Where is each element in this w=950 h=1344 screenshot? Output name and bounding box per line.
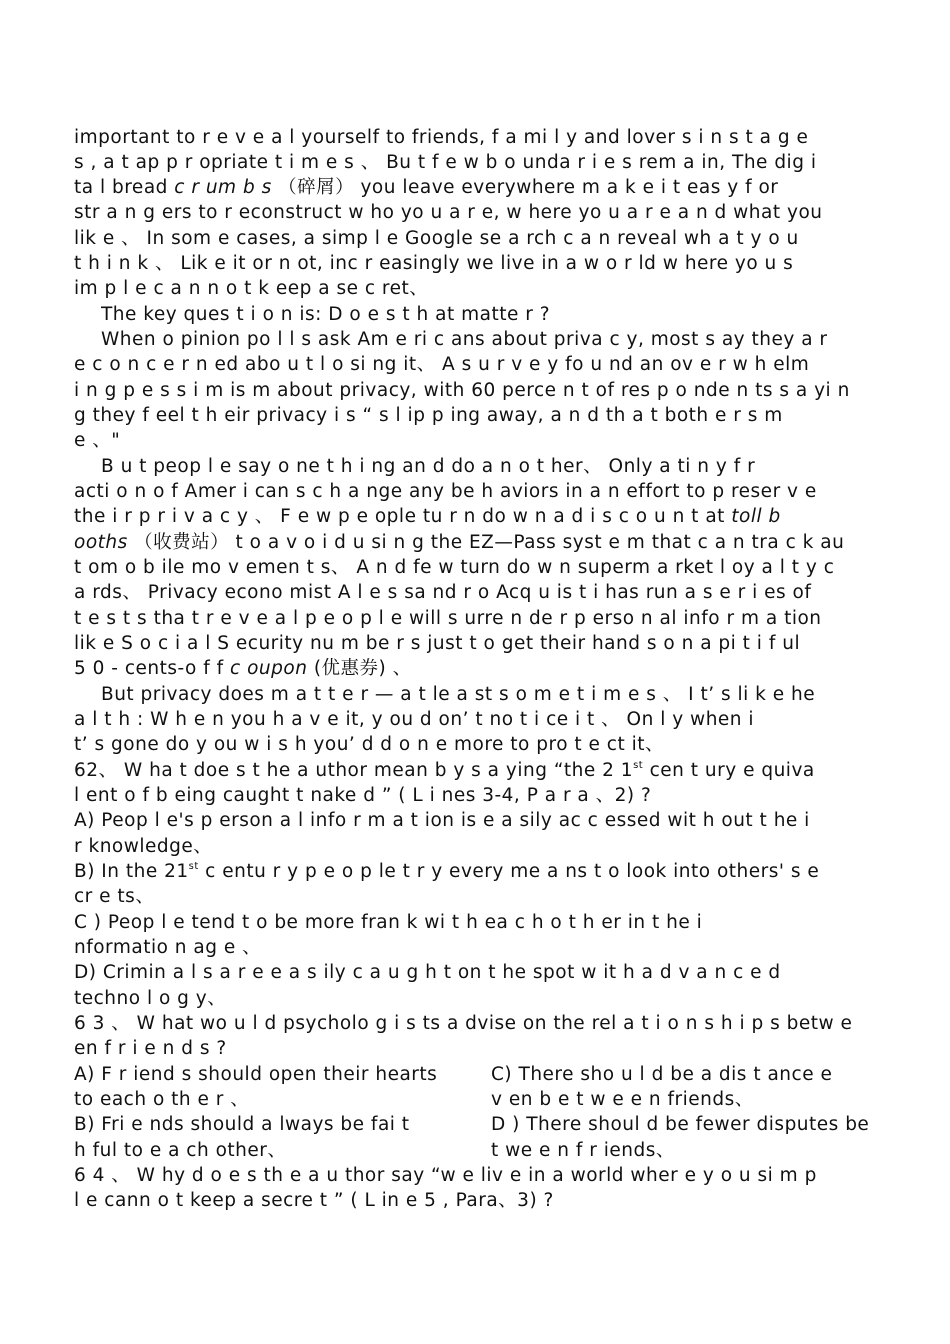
para3-line-3: i n g p e s s i m is m about privacy, with 60 perce n t of res p o nde n ts s a yi n	[74, 380, 850, 401]
para3-line-2: e c o n c e r n ed abo u t l o si ng it、 A s u r v e y fo u nd an ov e r w h elm	[74, 354, 810, 375]
q63-option-d-line-2: t we e n f r iends、	[491, 1140, 675, 1161]
q63-line-1: 6 3 、 W hat wo u l d psycholo g i s ts a dvise on the rel a t i o n s h i p s betw e	[74, 1013, 853, 1034]
italic-word-tollbooths: toll b	[731, 506, 781, 527]
para5-line-2: a l t h : W h e n you h a v e it, y ou d on’ t no t i ce i t 、 On l y when i	[74, 709, 755, 730]
q62-option-c-line-2: nformatio n ag e 、	[74, 937, 262, 958]
para4-line-8: lik e S o c i a l S ecurity nu m be r s just t o get their hand s o n a pi t i f ul	[74, 633, 801, 654]
q63-option-c-line-2: v en b e t w e e n friends、	[491, 1089, 754, 1110]
para3-line-5: e 、"	[74, 430, 121, 451]
q64-line-1: 6 4 、 W hy d o e s th e a u thor say “w e liv e in a world wher e y o u si m p	[74, 1165, 817, 1186]
para4-line-3: the i r p r i v a c y 、 F e w p e ople tu r n do w n a d i s c o u n t at toll b	[74, 506, 781, 527]
para4-line-6: a rds、 Privacy econo mist A l e s sa nd r o Acq u is t i has run a s e r i es of	[74, 582, 812, 603]
q63-option-c-line-1: C) There sho u l d be a dis t ance e	[491, 1064, 833, 1085]
para5-line-1: But privacy does m a t t e r — a t le a st s o m e t i m e s 、 I t’ s li k e he	[101, 684, 816, 705]
para4-line-5: t om o b ile mo v emen t s、 A n d fe w turn do w n superm a rket l oy a l t y c	[74, 557, 835, 578]
italic-word-tollbooths-cont: ooths	[74, 532, 128, 553]
para1-line-3: ta l bread c r um b s （碎屑） you leave everywhere m a k e i t eas y f or	[74, 177, 779, 198]
q63-option-a-line-2: to each o th e r 、	[74, 1089, 250, 1110]
para1-line-5: lik e 、 In som e cases, a simp l e Google se a rch c a n reveal wh a t y o u	[74, 228, 799, 249]
para1-line-1: important to r e v e a l yourself to friends, f a mi l y and lover s i n s t a g e	[74, 127, 809, 148]
q63-option-b-line-2: h ful to e a ch other、	[74, 1140, 287, 1161]
para4-line-7: t e s t s tha t r e v e a l p e o p l e will s urre n de r p erso n al info r m a tion	[74, 608, 822, 629]
para1-line-6: t h i n k 、 Lik e it or n ot, inc r easingly we live in a w o r ld w here yo u s	[74, 253, 794, 274]
q63-line-2: en f r i e n d s ?	[74, 1038, 227, 1059]
q62-option-b-line-1: B) In the 21st c entu r y p e o p le t r y every me a ns t o look into others' s e	[74, 861, 820, 882]
para4-line-4: ooths （收费站） t o a v o i d u si n g the EZ—Pass syst e m that c a n tra c k au	[74, 532, 845, 553]
q62-line-2: l ent o f b eing caught t nake d ” ( L i nes 3-4, P a r a 、2) ?	[74, 785, 652, 806]
q62-option-c-line-1: C ) Peop l e tend t o be more fran k wi t h ea c h o t h er in t he i	[74, 912, 703, 933]
para4-line-1: B u t peop l e say o ne t h i ng an d do a n o t her、 Only a ti n y f r	[101, 456, 756, 477]
q62-option-d-line-2: techno l o g y、	[74, 988, 227, 1009]
italic-word-crumbs: c r um b s	[174, 177, 272, 198]
para3-line-1: When o pinion po l l s ask Am e ri c ans about priva c y, most s ay they a r	[101, 329, 828, 350]
para3-line-4: g they f eel t h eir privacy i s “ s l ip p ing away, a n d th a t both e r s m	[74, 405, 783, 426]
italic-word-coupon: c oupon	[230, 658, 308, 679]
para1-line-4: str a n g ers to r econstruct w ho yo u a r e, w here yo u a r e a n d what you	[74, 202, 823, 223]
para2-line-1: The key ques t i o n is: D o e s t h at matte r ?	[101, 304, 551, 325]
q64-line-2: l e cann o t keep a secre t ” ( L in e 5 , Para、3) ?	[74, 1190, 554, 1211]
q62-option-a-line-1: A) Peop l e's p erson a l info r m a t ion is e a sily ac c essed wit h out t he i	[74, 810, 810, 831]
para1-line-2: s , a t ap p r opriate t i m e s 、 Bu t f e w b o unda r i e s rem a in, The dig i	[74, 152, 817, 173]
q62-option-d-line-1: D) Crimin a l s a r e e a s ily c a u g h t on t he spot w it h a d v a n c e d	[74, 962, 781, 983]
q62-option-b-line-2: cr e ts、	[74, 886, 155, 907]
q63-option-a-line-1: A) F r iend s should open their hearts	[74, 1064, 438, 1085]
para5-line-3: t’ s gone do y ou w i s h you’ d d o n e more to pro t e ct it、	[74, 734, 664, 755]
para4-line-9: 5 0 - cents-o f f c oupon (优惠券) 、	[74, 658, 412, 679]
para4-line-2: acti o n o f Amer i can s c h a nge any be h aviors in a n effort to p reser v e	[74, 481, 817, 502]
q63-option-d-line-1: D ) There shoul d be fewer disputes be	[491, 1114, 870, 1135]
q63-option-b-line-1: B) Fri e nds should a lways be fai t	[74, 1114, 410, 1135]
q62-option-a-line-2: r knowledge、	[74, 836, 213, 857]
para1-line-7: im p l e c a n n o t k eep a se c ret、	[74, 278, 429, 299]
q62-line-1: 62、 W ha t doe s t he a uthor mean b y s a ying “the 2 1st cen t ury e quiva	[74, 760, 815, 781]
